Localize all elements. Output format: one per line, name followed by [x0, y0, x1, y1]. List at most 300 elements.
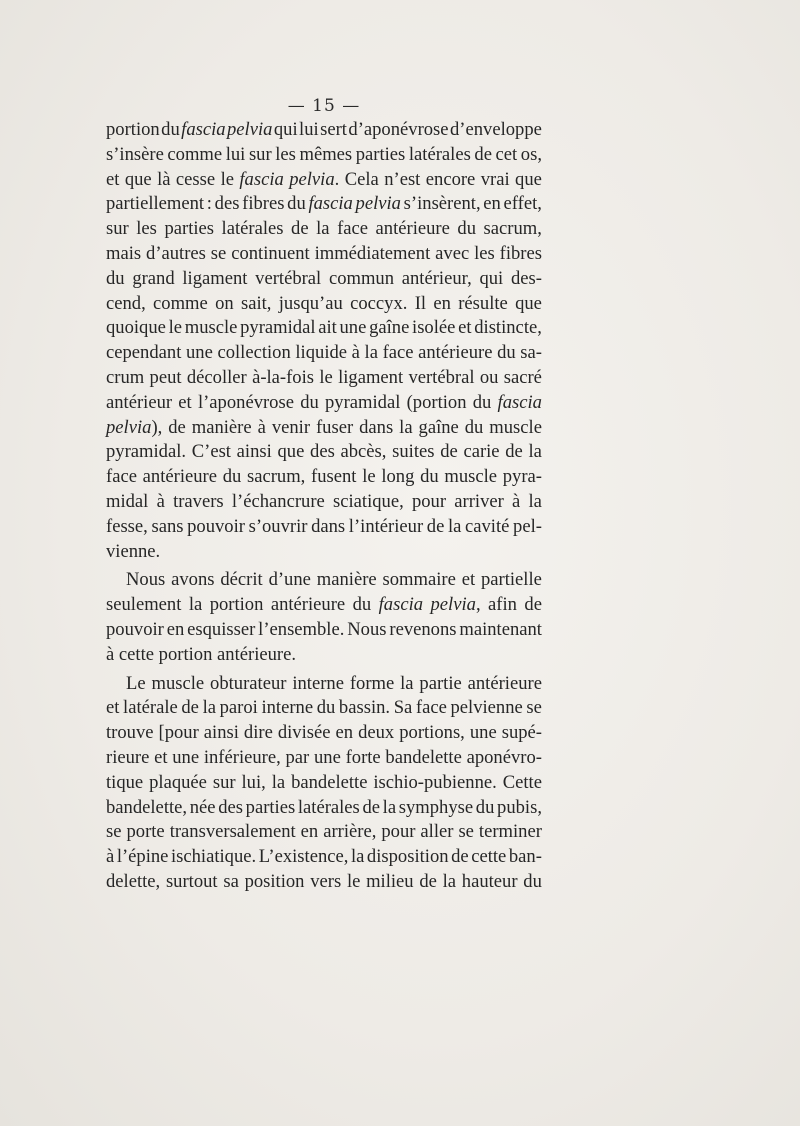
word: vertébral [408, 366, 475, 388]
word: pelvia, [430, 594, 481, 616]
word: cesse [175, 168, 216, 190]
text-line [106, 118, 542, 143]
word: pouvoir [187, 515, 245, 537]
word: on [215, 292, 234, 314]
word: les [136, 218, 157, 240]
text-line [106, 820, 542, 845]
text-line [106, 341, 542, 366]
word: aponévro- [466, 746, 542, 768]
word: quoique [106, 317, 166, 339]
word: la [447, 515, 462, 537]
word: des [310, 441, 335, 463]
word: à [351, 342, 360, 364]
word: de [426, 515, 445, 537]
word: face [382, 342, 414, 364]
word: d’enveloppe [449, 119, 542, 140]
word: des [218, 796, 243, 818]
text-line [106, 292, 542, 317]
word: suites [392, 441, 435, 463]
word: bandelette [291, 771, 368, 793]
word: que [277, 441, 305, 463]
word: pour [381, 821, 416, 843]
word: delette, [106, 870, 161, 892]
word: face [415, 697, 447, 719]
word: bandelette, [106, 796, 188, 818]
text-line [106, 242, 542, 267]
word: liquide [295, 342, 348, 364]
word: collection [217, 342, 291, 364]
word: midal [106, 490, 149, 512]
text-line [106, 366, 542, 391]
text-line [106, 771, 542, 796]
word: en [166, 618, 185, 640]
word: cet [495, 143, 518, 165]
word: surtout [165, 870, 218, 892]
word: antérieure [418, 342, 493, 364]
text-line [106, 540, 542, 565]
word: à [512, 490, 521, 512]
word: en [335, 722, 354, 744]
word: la [442, 870, 457, 892]
text-line [106, 568, 542, 593]
word: muscle [489, 416, 542, 438]
word: de [505, 441, 523, 463]
word: bassin. [338, 697, 391, 719]
word: à-la-fois [252, 366, 315, 388]
text-line [106, 416, 542, 441]
word: de [362, 796, 381, 818]
word: interne [261, 697, 314, 719]
word: [pour [158, 722, 199, 744]
text-line [106, 696, 542, 721]
text-line [106, 796, 542, 821]
word: la [316, 218, 330, 240]
word: pelvia [355, 193, 401, 215]
word: parties [355, 143, 406, 165]
word: manière [316, 569, 377, 591]
text-line [106, 465, 542, 490]
word: jusqu’au [278, 292, 343, 314]
word: du [464, 416, 484, 438]
word: isolée [412, 317, 456, 339]
word: qui [479, 267, 504, 289]
text-line [106, 490, 542, 515]
text-line [106, 870, 542, 895]
word: par [285, 746, 310, 768]
word: pelvia. [289, 168, 340, 190]
word: avec [435, 242, 470, 264]
word: forme [349, 672, 395, 694]
word: ischio-pubienne. [373, 771, 497, 793]
word: aller [420, 821, 454, 843]
word: long [381, 466, 415, 488]
word: se [526, 697, 542, 719]
word: divisée [277, 722, 331, 744]
word: du [472, 391, 492, 413]
word: n’est [384, 168, 421, 190]
word: sur [248, 143, 272, 165]
word: Cela [344, 168, 379, 190]
word: sciatique, [333, 490, 404, 512]
word: pyra- [502, 466, 542, 488]
word: l’ensemble. [258, 618, 345, 640]
word: comme [167, 143, 223, 165]
word: venir [271, 416, 311, 438]
text-line [106, 672, 542, 697]
word: une [313, 746, 341, 768]
word: s’insère [106, 143, 164, 165]
word: pouvoir [106, 618, 164, 640]
word: immédiatement [314, 242, 431, 264]
text-line [106, 593, 542, 618]
word: la [399, 416, 413, 438]
word: Nous [347, 618, 387, 640]
word: terminer [478, 821, 542, 843]
word: des- [510, 267, 542, 289]
word: dire [243, 722, 273, 744]
word: antérieure [375, 218, 450, 240]
word: avons [171, 569, 215, 591]
word: disposition [366, 846, 449, 868]
word: décoller [186, 366, 247, 388]
word: antérieure [142, 466, 217, 488]
word: manière [191, 416, 252, 438]
word: qui [273, 119, 298, 140]
word: lui, [241, 771, 266, 793]
word: les [275, 143, 296, 165]
word: commun [328, 267, 395, 289]
word: et [106, 168, 120, 190]
word: le [168, 317, 183, 339]
word: pel- [513, 515, 542, 537]
word: os, [520, 143, 542, 165]
word: du [497, 342, 516, 364]
word: fascia [497, 391, 542, 413]
word: arrière, [323, 821, 377, 843]
word: en [300, 821, 319, 843]
word: mais [106, 242, 142, 264]
word: sa- [520, 342, 542, 364]
word: distincte, [474, 317, 542, 339]
text-line [106, 721, 542, 746]
word: une [339, 317, 367, 339]
word: sa [223, 870, 239, 892]
word: fuser [315, 416, 354, 438]
word: de [451, 846, 469, 868]
word: de [168, 416, 186, 438]
word: obturateur [210, 672, 287, 694]
text-line [106, 746, 542, 771]
word: ban- [508, 846, 542, 868]
word: coccyx. [350, 292, 408, 314]
text-line [106, 643, 542, 668]
word: pyramidal [240, 317, 316, 339]
word: portions, [399, 722, 465, 744]
text-line [106, 391, 542, 416]
word: sur [212, 771, 236, 793]
word: la [528, 441, 542, 463]
word: du [287, 193, 306, 215]
word: tique [106, 771, 144, 793]
word: latérales [297, 796, 360, 818]
word: ou [479, 366, 499, 388]
word: de [524, 594, 542, 616]
text-line [106, 618, 542, 643]
word: pelvienne [450, 697, 523, 719]
word: grand [132, 267, 175, 289]
word: de [291, 218, 309, 240]
word: du [457, 218, 476, 240]
body-text [106, 118, 542, 895]
word: en [433, 292, 451, 314]
word: pelvia [227, 119, 273, 140]
word: ainsi [203, 722, 239, 744]
word: L’existence, [258, 846, 349, 868]
word: le [319, 366, 333, 388]
word: cette [118, 643, 155, 665]
word: inférieure, [203, 746, 281, 768]
word: ligament [182, 267, 248, 289]
word: face [106, 466, 137, 488]
word: antérieur [106, 391, 173, 413]
word: du [222, 466, 242, 488]
word: l’aponévrose [197, 391, 294, 413]
word: fesse, [106, 515, 148, 537]
word: deux [358, 722, 395, 744]
word: partielle [480, 569, 542, 591]
word: vertébral [255, 267, 322, 289]
word: mêmes [299, 143, 353, 165]
word: peut [149, 366, 182, 388]
word: se [106, 821, 122, 843]
word: fascia [239, 168, 284, 190]
word: décrit [220, 569, 263, 591]
word: dans [359, 416, 394, 438]
word: face [337, 218, 369, 240]
word: muscle [184, 317, 238, 339]
word: le [346, 870, 361, 892]
word: que [515, 168, 542, 190]
word: et [154, 746, 168, 768]
word: encore [425, 168, 476, 190]
word: fibres [242, 193, 285, 215]
word: une [185, 342, 213, 364]
word: une [172, 746, 200, 768]
word: afin [488, 594, 517, 616]
word: s’ouvrir [248, 515, 308, 537]
text-line [106, 316, 542, 341]
word: continuent [231, 242, 310, 264]
word: se [458, 821, 474, 843]
word: carie [463, 441, 500, 463]
word: du [300, 391, 319, 413]
word: C’est [191, 441, 231, 463]
word: la [271, 771, 286, 793]
word: la [364, 342, 378, 364]
text-line [106, 845, 542, 870]
word: la [400, 672, 414, 694]
page-number: — 15 — [287, 96, 361, 116]
word: l’intérieur [348, 515, 424, 537]
word: arriver [454, 490, 504, 512]
word: sert [320, 119, 347, 140]
word: du [523, 870, 542, 892]
word: là [157, 168, 171, 190]
text-line [106, 168, 542, 193]
word: portion [209, 594, 264, 616]
word: portion [158, 643, 213, 665]
word: vrai [480, 168, 510, 190]
word: sommaire [382, 569, 456, 591]
word: Le [126, 672, 146, 694]
text-line [106, 143, 542, 168]
word: hauteur [461, 870, 518, 892]
word: interne [292, 672, 344, 694]
word: travers [173, 490, 224, 512]
word: effet, [503, 193, 542, 215]
word: pyramidal [325, 391, 401, 413]
word: à [156, 490, 165, 512]
word: sacré [503, 366, 542, 388]
word: se [210, 242, 227, 264]
word: cette [471, 846, 507, 868]
word: le [220, 168, 234, 190]
word: Sa [393, 697, 413, 719]
word: que [515, 292, 542, 314]
word: du [106, 267, 125, 289]
word: symphyse [398, 796, 474, 818]
word: lui [225, 143, 246, 165]
word: Il [414, 292, 427, 314]
word: une [469, 722, 497, 744]
word: antérieure [270, 594, 346, 616]
text-line [106, 192, 542, 217]
word: la [528, 490, 542, 512]
word: Nous [126, 569, 166, 591]
word: sait, [240, 292, 272, 314]
word: fibres [499, 242, 542, 264]
word: en [483, 193, 501, 215]
word: pour [411, 490, 447, 512]
word: gaîne [369, 317, 410, 339]
word: d’une [268, 569, 311, 591]
word: du [316, 697, 336, 719]
word: antérieur, [401, 267, 472, 289]
word: du [161, 119, 180, 140]
paragraph [106, 568, 542, 667]
word: la [350, 846, 365, 868]
word: sacrum, [246, 466, 306, 488]
word: parties [164, 218, 215, 240]
word: du [352, 594, 372, 616]
text-line [106, 267, 542, 292]
word: revenons [389, 618, 457, 640]
word: (portion [406, 391, 467, 413]
word: cependant [106, 342, 182, 364]
word: à [106, 846, 115, 868]
word: trouve [106, 722, 154, 744]
word: d’autres [146, 242, 206, 264]
word: comme [153, 292, 208, 314]
word: d’aponévrose [348, 119, 449, 140]
word: ligament [338, 366, 404, 388]
word: supé- [501, 722, 542, 744]
word: rieure [106, 746, 150, 768]
word: la [202, 697, 216, 719]
word: paroi [219, 697, 258, 719]
word: fascia [181, 119, 226, 140]
text-line [106, 515, 542, 540]
word: ait [318, 317, 337, 339]
paragraph [106, 672, 542, 895]
word: latérales [408, 143, 471, 165]
word: et [106, 697, 120, 719]
word: seulement [106, 594, 182, 616]
word: pyramidal. [106, 441, 187, 463]
word: portion [106, 119, 160, 140]
word: que [124, 168, 152, 190]
word: Cette [502, 771, 542, 793]
word: forte [345, 746, 381, 768]
word: esquisser [187, 618, 256, 640]
word: sur [106, 218, 129, 240]
word: le [362, 466, 376, 488]
paragraph [106, 118, 542, 564]
word: cavité [465, 515, 510, 537]
word: et [458, 317, 472, 339]
word: l’épine [116, 846, 169, 868]
word: abcès, [340, 441, 387, 463]
word: dans [311, 515, 346, 537]
word: muscle [151, 672, 205, 694]
word: de [440, 441, 458, 463]
word: partie [419, 672, 462, 694]
text-line [106, 217, 542, 242]
word: position [244, 870, 305, 892]
word: lui [299, 119, 319, 140]
word: latérale [123, 697, 178, 719]
word: des [214, 193, 240, 215]
word: vers [310, 870, 342, 892]
word: plaquée [149, 771, 207, 793]
word: cend, [106, 292, 146, 314]
word: fascia [308, 193, 353, 215]
word: pubis, [497, 796, 542, 818]
word: transversalement [169, 821, 296, 843]
word: ainsi [236, 441, 272, 463]
word: fascia [378, 594, 424, 616]
word: : [206, 193, 212, 215]
word: les [474, 242, 495, 264]
word: à [257, 416, 266, 438]
word: antérieure. [217, 643, 297, 665]
word: de [474, 143, 492, 165]
word: gaîne [418, 416, 459, 438]
word: sans [151, 515, 184, 537]
word: la [188, 594, 203, 616]
word: fusent [311, 466, 357, 488]
word: l’échancrure [231, 490, 325, 512]
word: née [189, 796, 216, 818]
word: sacrum, [483, 218, 542, 240]
text-line [106, 440, 542, 465]
word: antérieure [467, 672, 542, 694]
word: s’insèrent, [403, 193, 481, 215]
word: crum [106, 366, 145, 388]
word: bandelette [385, 746, 462, 768]
word: à [106, 643, 115, 665]
word: et [178, 391, 192, 413]
